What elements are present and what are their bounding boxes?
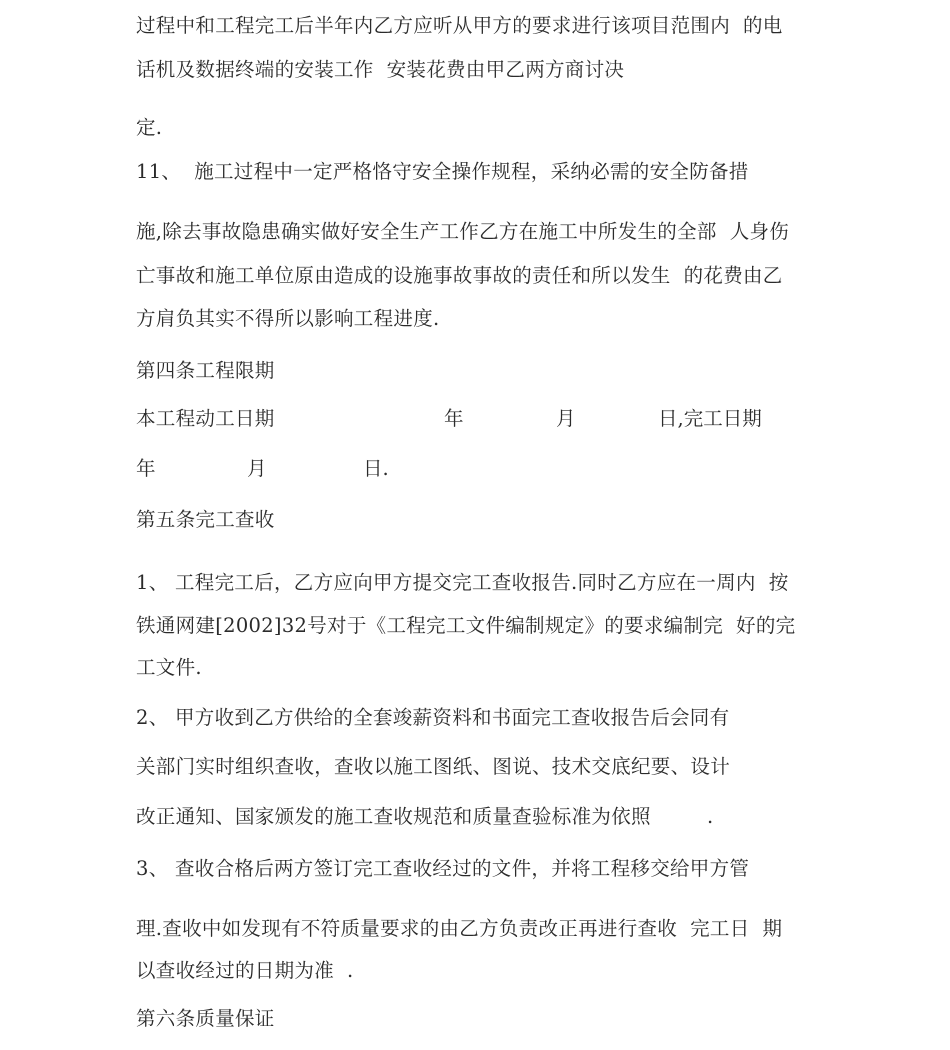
paragraph-line: 理.查收中如发现有不符质量要求的由乙方负责改正再进行查收 完工日 期	[136, 917, 783, 940]
section-heading: 第五条完工查收	[136, 508, 275, 531]
paragraph-line: 施,除去事故隐患确实做好安全生产工作乙方在施工中所发生的全部 人身伤	[136, 220, 790, 243]
list-item: 1、 工程完工后，乙方应向甲方提交完工查收报告.同时乙方应在一周内 按	[136, 571, 789, 594]
section-heading: 第六条质量保证	[136, 1007, 275, 1030]
start-date-label: 本工程动工日期	[136, 407, 275, 430]
list-item: 11、 施工过程中一定严格恪守安全操作规程，采纳必需的安全防备措	[136, 160, 749, 183]
section-heading: 第四条工程限期	[136, 359, 275, 382]
month-label: 月	[247, 457, 267, 480]
paragraph-line: 工文件.	[136, 656, 202, 679]
period-mark: .	[707, 805, 714, 828]
completion-date-label: 日,完工日期	[658, 407, 762, 430]
day-label: 日.	[363, 457, 389, 480]
paragraph-line: 定.	[136, 116, 163, 139]
month-label: 月	[556, 407, 576, 430]
paragraph-line: 话机及数据终端的安装工作 安装花费由甲乙两方商讨决	[136, 58, 625, 81]
paragraph-line: 方肩负其实不得所以影响工程进度.	[136, 307, 440, 330]
paragraph-line: 以查收经过的日期为准 .	[136, 959, 354, 982]
paragraph-line: 亡事故和施工单位原由造成的设施事故事故的责任和所以发生 的花费由乙	[136, 264, 783, 287]
list-item: 2、 甲方收到乙方供给的全套竣薪资料和书面完工查收报告后会同有	[136, 706, 730, 729]
year-label: 年	[444, 407, 464, 430]
paragraph-line: 铁通网建[2002]32号对于《工程完工文件编制规定》的要求编制完 好的完	[136, 614, 796, 637]
year-label: 年	[136, 457, 156, 480]
list-item: 3、 查收合格后两方签订完工查收经过的文件，并将工程移交给甲方管	[136, 857, 750, 880]
paragraph-line: 过程中和工程完工后半年内乙方应听从甲方的要求进行该项目范围内 的电	[136, 14, 783, 37]
paragraph-line: 关部门实时组织查收，查收以施工图纸、图说、技术交底纪要、设计	[136, 755, 731, 778]
paragraph-line: 改正通知、国家颁发的施工查收规范和质量查验标准为依照	[136, 805, 651, 828]
